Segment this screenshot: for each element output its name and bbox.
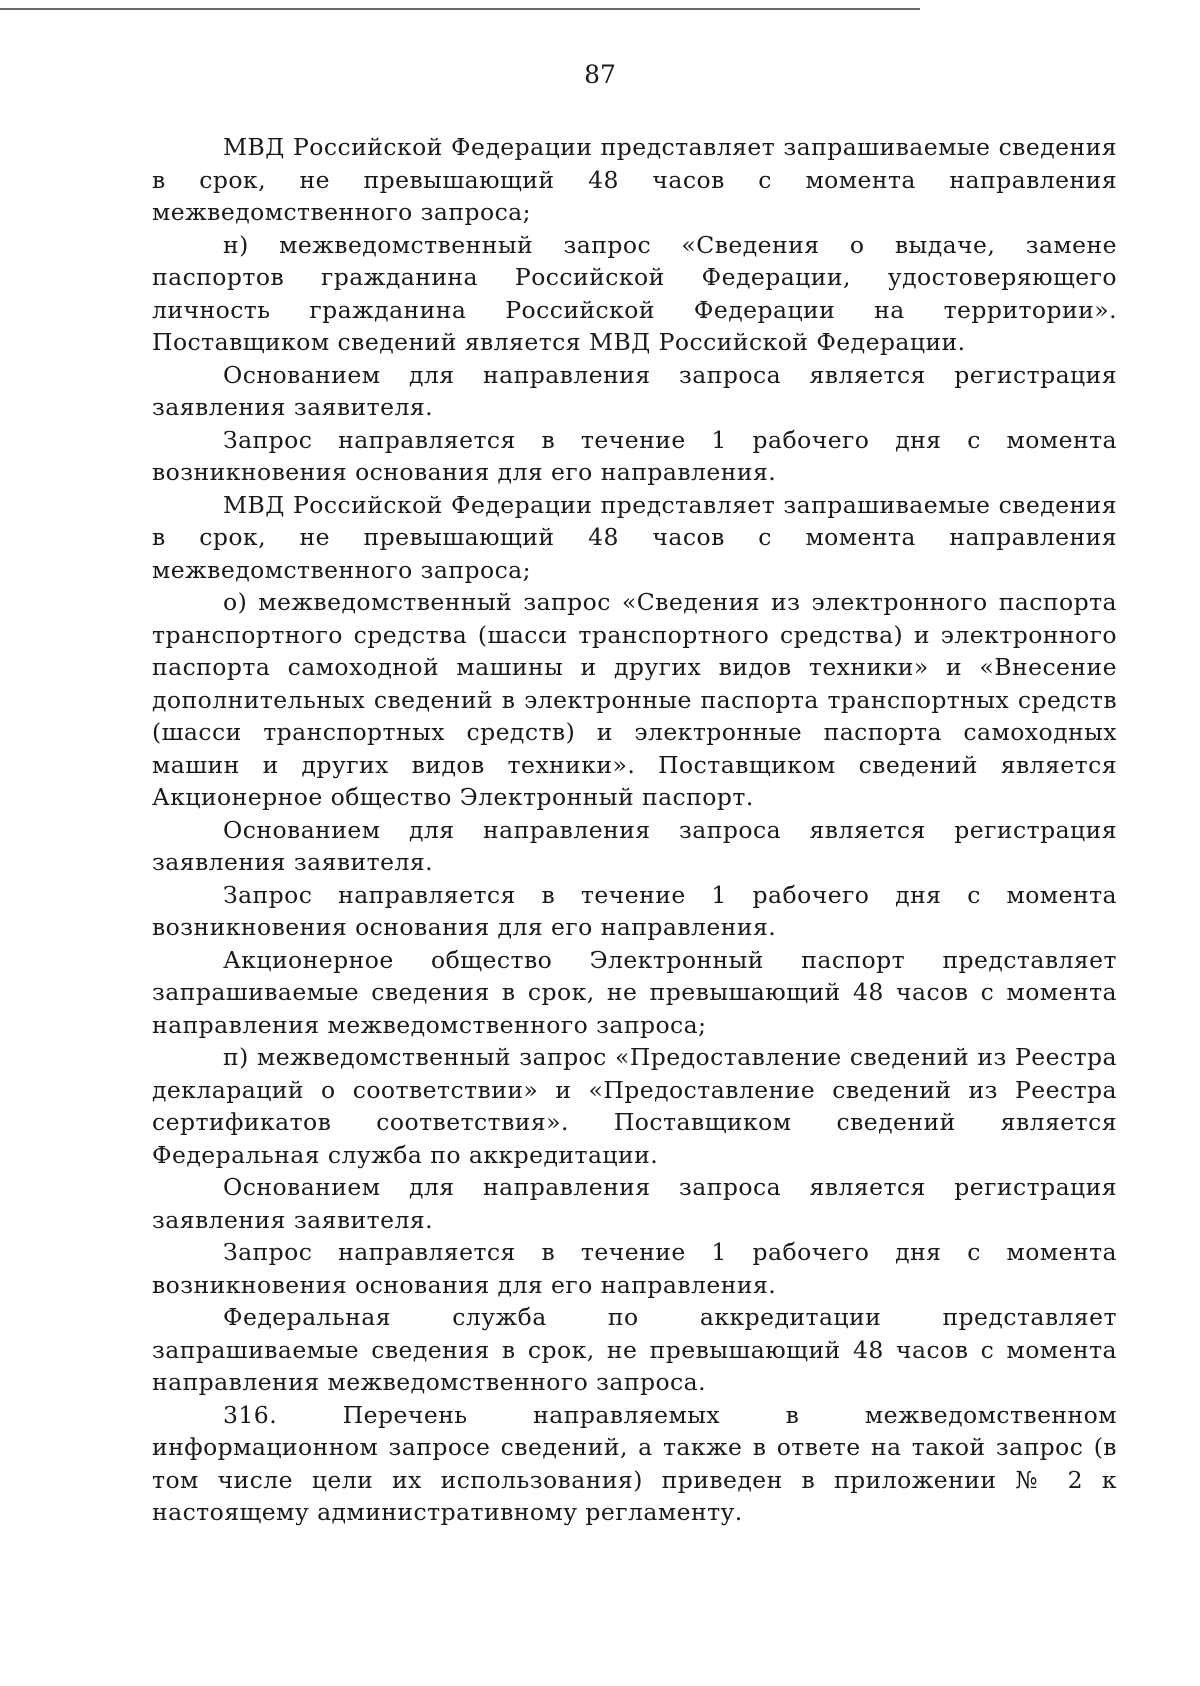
- paragraph: Основанием для направления запроса является регистрация заявления заявителя.: [152, 815, 1117, 876]
- document-body: [152, 131, 1117, 1529]
- paragraph: о) межведомственный запрос «Сведения из электронного паспорта транспортного средства (шасси транспортного средства) и электронного паспорта самоходной машины и других видов техники» и «Внесение дополнительных сведений в электронные паспорта транспортных средств (шасси транспортных средств) и электронные паспорта самоходных машин и других видов техники». Поставщиком сведений является Акционерное общество Электронный паспорт.: [152, 588, 1117, 811]
- paragraph: п) межведомственный запрос «Предоставление сведений из Реестра деклараций о соответствии» и «Предоставление сведений из Реестра сертификатов соответствия». Поставщиком сведений является Федеральная служба по аккредитации.: [152, 1043, 1117, 1169]
- paragraph: Запрос направляется в течение 1 рабочего дня с момента возникновения основания для его направления.: [152, 1238, 1117, 1299]
- top-rule: [0, 8, 920, 10]
- paragraph: Запрос направляется в течение 1 рабочего дня с момента возникновения основания для его направления.: [152, 880, 1117, 941]
- paragraph: н) межведомственный запрос «Сведения о выдаче, замене паспортов гражданина Российской Федерации, удостоверяющего личность гражданина Российской Федерации на территории». Поставщиком сведений является МВД Российской Федерации.: [152, 230, 1117, 356]
- paragraph: Акционерное общество Электронный паспорт представляет запрашиваемые сведения в срок, не превышающий 48 часов с момента направления межведомственного запроса;: [152, 945, 1117, 1039]
- paragraph: МВД Российской Федерации представляет запрашиваемые сведения в срок, не превышающий 48 часов с момента направления межведомственного запроса;: [152, 490, 1117, 584]
- paragraph: Основанием для направления запроса является регистрация заявления заявителя.: [152, 360, 1117, 421]
- paragraph: Запрос направляется в течение 1 рабочего дня с момента возникновения основания для его направления.: [152, 425, 1117, 486]
- paragraph: Федеральная служба по аккредитации представляет запрашиваемые сведения в срок, не превышающий 48 часов с момента направления межведомственного запроса.: [152, 1303, 1117, 1396]
- paragraph: Основанием для направления запроса является регистрация заявления заявителя.: [152, 1173, 1117, 1234]
- paragraph: МВД Российской Федерации представляет запрашиваемые сведения в срок, не превышающий 48 часов с момента направления межведомственного запроса;: [152, 133, 1117, 226]
- paragraph: 316. Перечень направляемых в межведомственном информационном запросе сведений, а также в ответе на такой запрос (в том числе цели их использования) приведен в приложении № 2 к настоящему административному регламенту.: [152, 1400, 1117, 1526]
- page-number: 87: [584, 60, 616, 89]
